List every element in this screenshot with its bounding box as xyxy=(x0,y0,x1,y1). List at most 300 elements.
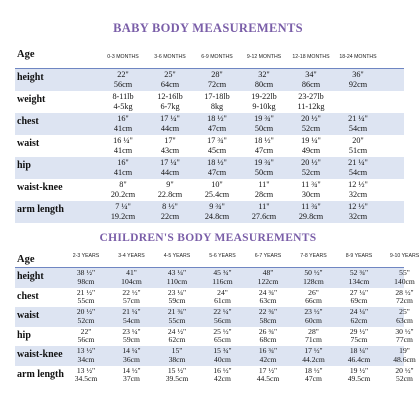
table-cell xyxy=(254,136,274,155)
metric-value: 72cm xyxy=(207,79,227,89)
metric-value: 8kg xyxy=(210,101,224,111)
metric-value: 39.5cm xyxy=(165,374,189,384)
row-label: chest xyxy=(17,116,39,127)
baby-column-header: 6-9 MONTHS xyxy=(201,54,233,60)
imperial-value: 26 ¾" xyxy=(258,326,278,336)
imperial-value: 15 ¾" xyxy=(213,346,232,355)
table-cell xyxy=(348,114,368,133)
table-cell xyxy=(213,308,231,326)
metric-value: 55cm xyxy=(77,296,95,306)
imperial-value: 20 ½" xyxy=(395,365,414,375)
metric-value: 34.5cm xyxy=(74,374,98,384)
table-cell xyxy=(305,289,322,307)
table-cell xyxy=(348,367,371,385)
table-cell xyxy=(208,70,226,89)
imperial-value: 30 ½" xyxy=(395,326,414,336)
table-cell xyxy=(75,367,98,385)
imperial-value: 8" xyxy=(119,180,127,189)
metric-value: 68cm xyxy=(259,335,277,345)
table-row xyxy=(15,113,404,135)
metric-value: 62cm xyxy=(168,335,186,345)
row-label: waist xyxy=(17,310,40,321)
metric-value: 63cm xyxy=(259,296,277,306)
children-column-header: 8-9 YEARS xyxy=(345,253,373,259)
imperial-value: 24 ¼" xyxy=(349,307,369,316)
metric-value: 22.8cm xyxy=(157,189,183,199)
metric-value: 104cm xyxy=(121,276,142,286)
table-cell xyxy=(254,158,274,177)
table-cell xyxy=(111,202,135,221)
imperial-value: 29 ½" xyxy=(349,326,369,336)
table-cell xyxy=(348,180,368,199)
metric-value: 41cm xyxy=(113,167,133,177)
table-cell xyxy=(301,158,321,177)
table-cell xyxy=(122,328,140,346)
table-row xyxy=(15,365,414,386)
baby-column-header: 3-6 MONTHS xyxy=(154,54,186,60)
table-cell xyxy=(350,308,368,326)
children-age-label: Age xyxy=(17,254,35,265)
metric-value: 110cm xyxy=(166,276,188,286)
metric-value: 122cm xyxy=(257,276,279,286)
imperial-value: 16" xyxy=(117,114,129,123)
metric-value: 52cm xyxy=(301,167,321,177)
table-cell xyxy=(168,328,186,346)
metric-value: 4-5kg xyxy=(113,101,133,111)
imperial-value: 24 ½" xyxy=(167,326,187,336)
metric-value: 48.6cm xyxy=(393,354,416,364)
imperial-value: 38 ½" xyxy=(76,268,96,277)
table-cell xyxy=(213,328,231,346)
imperial-value: 25" xyxy=(164,70,176,79)
imperial-value: 23 ¼" xyxy=(167,287,187,297)
table-cell xyxy=(160,158,180,177)
imperial-value: 22" xyxy=(80,326,92,336)
metric-value: 30cm xyxy=(301,189,321,199)
table-cell xyxy=(302,347,325,365)
imperial-value: 21 ¼" xyxy=(348,114,368,123)
imperial-value: 14 ¼" xyxy=(122,346,141,355)
table-cell xyxy=(255,70,273,89)
imperial-value: 22" xyxy=(117,70,129,79)
metric-value: 58cm xyxy=(259,315,277,325)
imperial-value: 28 ½" xyxy=(395,287,414,297)
imperial-value: 13 ½" xyxy=(76,365,96,375)
table-row xyxy=(15,179,404,201)
table-cell xyxy=(299,202,323,221)
imperial-value: 21 ½" xyxy=(76,287,96,297)
table-cell xyxy=(395,328,413,346)
table-cell xyxy=(122,289,140,307)
table-cell xyxy=(298,92,325,111)
metric-value: 41cm xyxy=(113,123,133,133)
imperial-value: 16" xyxy=(117,158,129,167)
metric-value: 59cm xyxy=(168,296,186,306)
table-cell xyxy=(252,202,276,221)
row-label: chest xyxy=(17,290,39,302)
metric-value: 62cm xyxy=(350,315,368,325)
children-measurements-table xyxy=(15,251,419,385)
metric-value: 59cm xyxy=(123,335,140,345)
imperial-value: 22 ½" xyxy=(122,287,141,297)
metric-value: 24.8cm xyxy=(204,211,230,221)
metric-value: 52cm xyxy=(301,123,321,133)
imperial-value: 17" xyxy=(164,136,176,145)
table-cell xyxy=(113,136,133,155)
imperial-value: 45 ¾" xyxy=(213,268,232,277)
table-cell xyxy=(348,347,371,365)
imperial-value: 12 ½" xyxy=(348,202,368,211)
metric-value: 55cm xyxy=(168,315,186,325)
imperial-value: 18 ¼" xyxy=(349,346,369,355)
imperial-value: 21 ¾" xyxy=(167,307,187,316)
imperial-value: 20 ½" xyxy=(76,307,96,316)
metric-value: 34cm xyxy=(77,354,95,364)
imperial-value: 16 ¼" xyxy=(113,136,133,145)
metric-value: 40cm xyxy=(214,354,231,364)
metric-value: 134cm xyxy=(348,276,370,286)
table-cell xyxy=(212,269,232,287)
metric-value: 98cm xyxy=(77,276,95,286)
imperial-value: 15" xyxy=(171,346,183,355)
imperial-value: 13 ½" xyxy=(76,346,96,355)
imperial-value: 52 ¾" xyxy=(349,268,369,277)
metric-value: 47cm xyxy=(254,145,274,155)
imperial-value: 19 ½" xyxy=(349,365,369,375)
children-table-header xyxy=(15,251,419,268)
table-cell xyxy=(167,269,187,287)
metric-value: 61cm xyxy=(214,296,231,306)
metric-value: 28cm xyxy=(254,189,274,199)
row-label: arm length xyxy=(17,204,64,215)
metric-value: 140cm xyxy=(394,276,415,286)
metric-value: 9-10kg xyxy=(252,101,276,111)
imperial-value: 43 ¼" xyxy=(167,268,187,277)
metric-value: 57cm xyxy=(123,296,140,306)
imperial-value: 20 ½" xyxy=(301,158,321,167)
table-row xyxy=(15,135,404,157)
children-column-header: 7-8 YEARS xyxy=(300,253,327,259)
metric-value: 42cm xyxy=(259,354,277,364)
metric-value: 116cm xyxy=(212,276,233,286)
metric-value: 60cm xyxy=(305,315,322,325)
table-cell xyxy=(305,328,322,346)
imperial-value: 18 ½" xyxy=(207,114,227,123)
table-cell xyxy=(77,289,95,307)
table-cell xyxy=(160,114,180,133)
imperial-value: 36" xyxy=(352,70,364,79)
metric-value: 44cm xyxy=(160,167,180,177)
imperial-value: 55" xyxy=(399,268,410,277)
imperial-value: 11" xyxy=(258,180,270,189)
table-cell xyxy=(214,289,231,307)
table-cell xyxy=(168,308,186,326)
metric-value: 47cm xyxy=(305,374,322,384)
row-label: height xyxy=(17,72,44,83)
table-cell xyxy=(254,114,274,133)
imperial-value: 17-18lb xyxy=(204,92,230,101)
imperial-value: 8-11lb xyxy=(112,92,134,101)
imperial-value: 34" xyxy=(305,70,317,79)
imperial-value: 7 ¼" xyxy=(115,202,131,211)
table-cell xyxy=(77,308,95,326)
table-cell xyxy=(257,367,280,385)
imperial-value: 26" xyxy=(308,287,319,297)
children-column-header: 3-4 YEARS xyxy=(118,253,145,259)
table-row xyxy=(15,157,404,179)
imperial-value: 16 ½" xyxy=(213,365,232,375)
metric-value: 80cm xyxy=(254,79,274,89)
table-cell xyxy=(161,70,179,89)
table-row xyxy=(15,326,414,347)
metric-value: 32cm xyxy=(348,211,368,221)
metric-value: 50cm xyxy=(254,167,274,177)
metric-value: 46.4cm xyxy=(347,354,371,364)
table-cell xyxy=(348,158,368,177)
row-label: height xyxy=(17,271,44,282)
metric-value: 43cm xyxy=(160,145,180,155)
table-cell xyxy=(394,269,415,287)
table-row xyxy=(15,346,416,366)
table-cell xyxy=(77,269,95,287)
imperial-value: 17 ½" xyxy=(304,346,323,355)
table-cell xyxy=(349,136,367,155)
table-cell xyxy=(207,158,227,177)
baby-age-label: Age xyxy=(17,49,35,60)
metric-value: 36cm xyxy=(123,354,140,364)
metric-value: 47cm xyxy=(207,167,227,177)
table-cell xyxy=(395,289,413,307)
imperial-value: 12-16lb xyxy=(157,92,183,101)
metric-value: 50cm xyxy=(254,123,274,133)
table-cell xyxy=(213,367,231,385)
imperial-value: 10" xyxy=(211,180,223,189)
row-label: weight xyxy=(17,94,46,105)
imperial-value: 24" xyxy=(217,287,228,297)
imperial-value: 11 ¾" xyxy=(301,202,321,211)
table-cell xyxy=(349,269,370,287)
metric-value: 56cm xyxy=(214,315,231,325)
table-cell xyxy=(205,180,229,199)
table-cell xyxy=(205,202,229,221)
imperial-value: 9 ¾" xyxy=(209,202,225,211)
imperial-value: 22 ¾" xyxy=(258,307,278,316)
table-cell xyxy=(350,328,368,346)
imperial-value: 23 ½" xyxy=(304,307,323,316)
imperial-value: 8 ½" xyxy=(162,202,178,211)
imperial-value: 23-27lb xyxy=(298,92,324,101)
table-cell xyxy=(302,70,320,89)
imperial-value: 32" xyxy=(258,70,270,79)
metric-value: 44.5cm xyxy=(256,374,280,384)
metric-value: 32cm xyxy=(348,189,368,199)
table-row xyxy=(15,268,415,288)
metric-value: 52cm xyxy=(77,315,95,325)
imperial-value: 14 ½" xyxy=(122,365,141,375)
metric-value: 54cm xyxy=(123,315,140,325)
table-cell xyxy=(301,180,320,199)
row-label: hip xyxy=(17,160,31,171)
imperial-value: 23 ¼" xyxy=(122,326,141,336)
metric-value: 22cm xyxy=(160,211,180,221)
imperial-value: 19-22lb xyxy=(251,92,277,101)
table-cell xyxy=(166,367,189,385)
metric-value: 65cm xyxy=(214,335,231,345)
baby-table-header xyxy=(15,44,404,69)
table-cell xyxy=(122,367,140,385)
metric-value: 128cm xyxy=(303,276,324,286)
table-cell xyxy=(111,180,135,199)
children-column-header: 9-10 YEARS xyxy=(389,253,419,259)
table-cell xyxy=(349,70,367,89)
metric-value: 63cm xyxy=(396,315,413,325)
metric-value: 41cm xyxy=(113,145,133,155)
metric-value: 27.6cm xyxy=(251,211,277,221)
baby-column-header: 18-24 MONTHS xyxy=(339,54,377,60)
row-label: hip xyxy=(17,329,31,341)
table-row xyxy=(15,287,414,308)
imperial-value: 9" xyxy=(166,180,174,189)
metric-value: 47cm xyxy=(207,123,227,133)
children-column-header: 2-3 YEARS xyxy=(72,253,100,259)
table-row xyxy=(15,69,404,91)
table-cell xyxy=(255,180,273,199)
metric-value: 19.2cm xyxy=(110,211,136,221)
metric-value: 56cm xyxy=(77,335,95,345)
imperial-value: 16 ¾" xyxy=(258,346,278,355)
metric-value: 37cm xyxy=(123,374,140,384)
imperial-value: 15 ½" xyxy=(167,365,187,375)
imperial-value: 25" xyxy=(399,307,410,316)
imperial-value: 19 ¾" xyxy=(254,114,274,123)
imperial-value: 12 ½" xyxy=(348,180,368,189)
imperial-value: 25 ½" xyxy=(213,326,232,336)
metric-value: 64cm xyxy=(160,79,180,89)
metric-value: 52cm xyxy=(396,374,413,384)
row-label: waist xyxy=(17,138,40,149)
table-cell xyxy=(168,289,186,307)
table-cell xyxy=(301,114,321,133)
baby-table-body xyxy=(15,69,404,223)
imperial-value: 48" xyxy=(262,268,274,277)
imperial-value: 50 ½" xyxy=(304,268,323,277)
metric-value: 42cm xyxy=(214,374,231,384)
table-row xyxy=(15,91,404,113)
metric-value: 75cm xyxy=(350,335,368,345)
metric-value: 66cm xyxy=(305,296,322,306)
children-column-header: 6-7 YEARS xyxy=(254,253,282,259)
row-label: arm length xyxy=(17,368,64,380)
table-cell xyxy=(303,269,324,287)
metric-value: 72cm xyxy=(396,296,413,306)
baby-measurements-table xyxy=(15,44,404,223)
imperial-value: 18 ½" xyxy=(254,136,274,145)
imperial-value: 20" xyxy=(352,136,364,145)
imperial-value: 18 ½" xyxy=(207,158,227,167)
table-cell xyxy=(251,92,276,111)
imperial-value: 22 ¼" xyxy=(213,307,232,316)
table-cell xyxy=(204,92,229,111)
table-cell xyxy=(207,114,227,133)
metric-value: 20.2cm xyxy=(110,189,136,199)
table-cell xyxy=(348,202,368,221)
table-cell xyxy=(304,367,322,385)
table-cell xyxy=(301,136,321,155)
metric-value: 92cm xyxy=(348,79,368,89)
imperial-value: 27 ¼" xyxy=(349,287,369,297)
imperial-value: 19 ¾" xyxy=(254,158,274,167)
table-cell xyxy=(78,328,95,346)
table-cell xyxy=(121,269,142,287)
metric-value: 45cm xyxy=(207,145,227,155)
table-cell xyxy=(122,347,140,365)
imperial-value: 11" xyxy=(258,202,270,211)
children-table-title: CHILDREN'S BODY MEASUREMENTS xyxy=(99,232,317,244)
table-cell xyxy=(114,70,132,89)
table-cell xyxy=(169,347,186,365)
table-row xyxy=(15,307,413,327)
baby-column-header: 0-3 MONTHS xyxy=(107,54,139,60)
imperial-value: 11 ¾" xyxy=(301,180,321,189)
table-cell xyxy=(213,347,231,365)
table-cell xyxy=(350,289,368,307)
children-table-body xyxy=(15,268,416,385)
table-cell xyxy=(258,269,279,287)
metric-value: 51cm xyxy=(348,145,368,155)
imperial-value: 19" xyxy=(399,346,410,355)
row-label: waist-knee xyxy=(17,182,63,193)
row-label: waist-knee xyxy=(17,349,63,360)
table-cell xyxy=(396,308,413,326)
metric-value: 25.4cm xyxy=(204,189,230,199)
baby-table-title: BABY BODY MEASUREMENTS xyxy=(113,21,303,35)
metric-value: 11-12kg xyxy=(297,101,325,111)
metric-value: 71cm xyxy=(305,335,322,345)
metric-value: 77cm xyxy=(396,335,413,345)
table-cell xyxy=(207,136,227,155)
children-column-header: 4-5 YEARS xyxy=(163,253,191,259)
table-cell xyxy=(161,136,179,155)
imperial-value: 20 ½" xyxy=(301,114,321,123)
imperial-value: 28" xyxy=(308,326,319,336)
table-cell xyxy=(77,347,95,365)
table-row xyxy=(15,201,404,223)
table-cell xyxy=(304,308,322,326)
metric-value: 38cm xyxy=(168,354,186,364)
table-cell xyxy=(114,114,132,133)
table-cell xyxy=(157,92,182,111)
imperial-value: 24 ¾" xyxy=(258,287,278,297)
metric-value: 49cm xyxy=(301,145,321,155)
table-cell xyxy=(259,308,277,326)
metric-value: 49.5cm xyxy=(347,374,371,384)
metric-value: 54cm xyxy=(348,167,368,177)
table-cell xyxy=(259,347,277,365)
imperial-value: 21 ¼" xyxy=(122,307,141,316)
table-cell xyxy=(393,347,416,365)
imperial-value: 18 ½" xyxy=(304,365,323,375)
imperial-value: 21 ¼" xyxy=(348,158,368,167)
table-cell xyxy=(122,308,140,326)
table-cell xyxy=(158,180,182,199)
imperial-value: 41" xyxy=(126,268,137,277)
metric-value: 86cm xyxy=(301,79,321,89)
metric-value: 44.2cm xyxy=(302,354,325,364)
imperial-value: 17 ¼" xyxy=(160,114,180,123)
table-cell xyxy=(112,92,133,111)
children-column-header: 5-6 YEARS xyxy=(209,253,236,259)
table-cell xyxy=(259,328,277,346)
